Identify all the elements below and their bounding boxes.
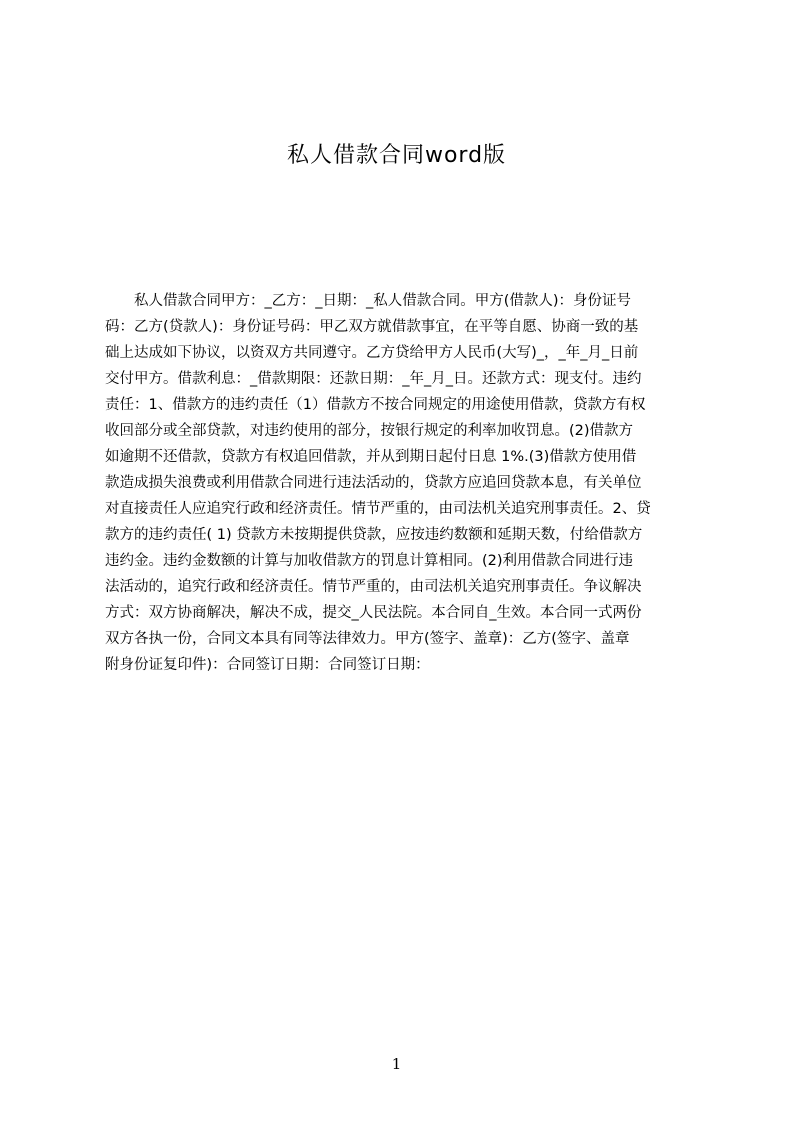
body-line: 款造成损失浪费或利用借款合同进行违法活动的，贷款方应追回贷款本息，有关单位 [105,475,642,491]
body-line: 违约金。违约金数额的计算与加收借款方的罚息计算相同。(2)利用借款合同进行违 [105,553,634,569]
body-line: 款方的违约责任( 1) 贷款方未按期提供贷款，应按违约数额和延期天数，付给借款方 [105,527,643,543]
document-title: 私人借款合同word版 [286,143,507,168]
body-line: 码：乙方(贷款人)：身份证号码：甲乙双方就借款事宜，在平等自愿、协商一致的基 [105,319,639,335]
body-line: 交付甲方。借款利息：_借款期限：还款日期：_年_月_日。还款方式：现支付。违约 [105,371,642,387]
page-number: 1 [391,1055,402,1073]
body-line: 如逾期不还借款，贷款方有权追回借款，并从到期日起付日息 1%.(3)借款方使用借 [105,449,637,465]
body-line: 础上达成如下协议，以资双方共同遵守。乙方贷给甲方人民币(大写)_，_年_月_日前 [105,345,639,361]
contract-body [105,288,697,678]
body-line: 对直接责任人应追究行政和经济责任。情节严重的，由司法机关追究刑事责任。2、贷 [105,501,651,517]
body-line: 附身份证复印件)：合同签订日期：合同签订日期： [105,657,430,673]
body-line: 双方各执一份，合同文本具有同等法律效力。甲方(签字、盖章)：乙方(签字、盖章 [105,631,630,647]
body-line: 私人借款合同甲方：_乙方：_日期：_私人借款合同。甲方(借款人)：身份证号 [105,293,632,309]
body-line: 方式：双方协商解决，解决不成，提交_人民法院。本合同自_生效。本合同一式两份 [105,605,642,621]
body-line: 收回部分或全部贷款，对违约使用的部分，按银行规定的利率加收罚息。(2)借款方 [105,423,634,439]
body-line: 法活动的，追究行政和经济责任。情节严重的，由司法机关追究刑事责任。争议解决 [105,579,642,595]
body-line: 责任：1、借款方的违约责任（1）借款方不按合同规定的用途使用借款，贷款方有权 [105,397,646,413]
